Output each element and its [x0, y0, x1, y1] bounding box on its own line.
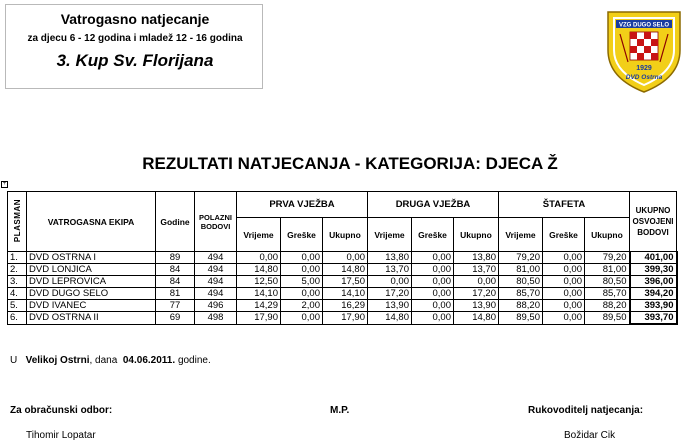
- cell-prva-greske: 0,00: [281, 252, 323, 264]
- place-city: Velikoj Ostrni: [25, 355, 90, 366]
- header-box: [5, 4, 263, 89]
- cell-stafeta-greske: 0,00: [543, 264, 585, 276]
- cell-stafeta-greske: 0,00: [543, 252, 585, 264]
- sub-greske: Greške: [281, 218, 323, 252]
- cell-godine: 84: [156, 276, 195, 288]
- cell-team: DVD LEPROVICA: [27, 276, 156, 288]
- place-mid: , dana: [89, 355, 118, 366]
- cell-polazni: 494: [195, 252, 237, 264]
- logo-checkerboard: [630, 32, 658, 60]
- cell-druga-vrijeme: 13,70: [368, 264, 412, 276]
- cell-prva-ukupno: 0,00: [323, 252, 368, 264]
- cell-godine: 89: [156, 252, 195, 264]
- report-title: REZULTATI NATJECANJA - KATEGORIJA: DJECA Ž: [142, 154, 558, 173]
- cell-godine: 84: [156, 264, 195, 276]
- cell-prva-vrijeme: 17,90: [237, 312, 281, 325]
- cell-prva-vrijeme: 14,80: [237, 264, 281, 276]
- cell-stafeta-greske: 0,00: [543, 312, 585, 325]
- cell-rank: 5.: [8, 300, 27, 312]
- cell-stafeta-vrijeme: 79,20: [499, 252, 543, 264]
- cell-polazni: 498: [195, 312, 237, 325]
- cell-prva-ukupno: 16,29: [323, 300, 368, 312]
- cell-druga-greske: 0,00: [412, 264, 454, 276]
- place-suffix: godine.: [177, 355, 211, 366]
- cell-druga-greske: 0,00: [412, 252, 454, 264]
- cell-prva-greske: 0,00: [281, 264, 323, 276]
- cell-druga-vrijeme: 13,80: [368, 252, 412, 264]
- table-row: [8, 264, 677, 276]
- cell-polazni: 496: [195, 300, 237, 312]
- cell-prva-ukupno: 14,80: [323, 264, 368, 276]
- sub-vrijeme: Vrijeme: [499, 218, 543, 252]
- place-date: 04.06.2011.: [122, 355, 176, 366]
- cell-rank: 6.: [8, 312, 27, 325]
- cell-rank: 4.: [8, 288, 27, 300]
- table-row: [8, 288, 677, 300]
- cell-stafeta-ukupno: 88,20: [585, 300, 630, 312]
- cell-total: 394,20: [630, 288, 677, 300]
- cell-prva-vrijeme: 14,10: [237, 288, 281, 300]
- cell-druga-vrijeme: 13,90: [368, 300, 412, 312]
- table-row: [8, 300, 677, 312]
- cell-stafeta-greske: 0,00: [543, 288, 585, 300]
- cell-rank: 1.: [8, 252, 27, 264]
- col-ukupno-bodovi: UKUPNO OSVOJENI BODOVI: [630, 192, 677, 252]
- cell-druga-greske: 0,00: [412, 288, 454, 300]
- cell-godine: 77: [156, 300, 195, 312]
- event-subtitle: za djecu 6 - 12 godina i mladež 12 - 16 godina: [27, 33, 243, 44]
- stamp-label: M.P.: [330, 405, 350, 416]
- cell-prva-vrijeme: 14,29: [237, 300, 281, 312]
- table-row: [8, 252, 677, 264]
- cell-druga-ukupno: 17,20: [454, 288, 499, 300]
- cup-name: 3. Kup Sv. Florijana: [56, 51, 214, 70]
- col-prva-vjezba: PRVA VJEŽBA: [237, 192, 368, 218]
- sub-ukupno: Ukupno: [323, 218, 368, 252]
- place-prefix: U: [10, 355, 18, 366]
- sub-greske: Greške: [412, 218, 454, 252]
- col-plasman: PLASMAN: [8, 192, 27, 252]
- cell-total: 393,90: [630, 300, 677, 312]
- cell-team: DVD IVANEC: [27, 300, 156, 312]
- cell-stafeta-ukupno: 79,20: [585, 252, 630, 264]
- col-godine: Godine: [156, 192, 195, 252]
- cell-druga-ukupno: 13,70: [454, 264, 499, 276]
- cell-polazni: 494: [195, 288, 237, 300]
- cell-stafeta-greske: 0,00: [543, 276, 585, 288]
- cell-stafeta-ukupno: 81,00: [585, 264, 630, 276]
- table-row: [8, 276, 677, 288]
- cell-polazni: 494: [195, 276, 237, 288]
- cell-druga-ukupno: 13,90: [454, 300, 499, 312]
- logo-bottom-text: DVD Ostrna: [625, 74, 663, 81]
- cell-druga-ukupno: 14,80: [454, 312, 499, 325]
- cell-stafeta-vrijeme: 85,70: [499, 288, 543, 300]
- cell-godine: 81: [156, 288, 195, 300]
- cell-team: DVD DUGO SELO: [27, 288, 156, 300]
- cell-stafeta-vrijeme: 80,50: [499, 276, 543, 288]
- place-date-line: [10, 355, 211, 366]
- cell-total: 401,00: [630, 252, 677, 264]
- table-anchor-marker: +: [2, 181, 7, 187]
- logo-top-text: VZG DUGO SELO: [618, 22, 670, 29]
- cell-stafeta-vrijeme: 89,50: [499, 312, 543, 325]
- cell-stafeta-ukupno: 80,50: [585, 276, 630, 288]
- cell-total: 396,00: [630, 276, 677, 288]
- cell-druga-greske: 0,00: [412, 300, 454, 312]
- sub-greske: Greške: [543, 218, 585, 252]
- sub-vrijeme: Vrijeme: [237, 218, 281, 252]
- cell-stafeta-ukupno: 89,50: [585, 312, 630, 325]
- cell-rank: 2.: [8, 264, 27, 276]
- cell-druga-greske: 0,00: [412, 276, 454, 288]
- cell-team: DVD LONJICA: [27, 264, 156, 276]
- cell-prva-greske: 0,00: [281, 312, 323, 325]
- sub-vrijeme: Vrijeme: [368, 218, 412, 252]
- results-table: [7, 191, 678, 325]
- cell-druga-greske: 0,00: [412, 312, 454, 325]
- cell-stafeta-vrijeme: 88,20: [499, 300, 543, 312]
- col-team: VATROGASNA EKIPA: [27, 192, 156, 252]
- logo-year: 1929: [636, 65, 652, 72]
- cell-team: DVD OSTRNA II: [27, 312, 156, 325]
- event-title: Vatrogasno natjecanje: [60, 11, 210, 27]
- cell-polazni: 494: [195, 264, 237, 276]
- col-druga-vjezba: DRUGA VJEŽBA: [368, 192, 499, 218]
- manager-label: Rukovoditelj natjecanja:: [528, 405, 644, 416]
- cell-stafeta-greske: 0,00: [543, 300, 585, 312]
- committee-name: Tihomir Lopatar: [26, 430, 96, 441]
- cell-rank: 3.: [8, 276, 27, 288]
- cell-prva-greske: 0,00: [281, 288, 323, 300]
- cell-prva-ukupno: 17,90: [323, 312, 368, 325]
- col-polazni: POLAZNI BODOVI: [195, 192, 237, 252]
- committee-label: Za obračunski odbor:: [10, 405, 113, 416]
- cell-prva-vrijeme: 0,00: [237, 252, 281, 264]
- sub-ukupno: Ukupno: [454, 218, 499, 252]
- cell-prva-greske: 2,00: [281, 300, 323, 312]
- cell-druga-vrijeme: 14,80: [368, 312, 412, 325]
- cell-godine: 69: [156, 312, 195, 325]
- table-header-row: [8, 192, 677, 218]
- cell-total: 399,30: [630, 264, 677, 276]
- cell-stafeta-ukupno: 85,70: [585, 288, 630, 300]
- cell-druga-ukupno: 13,80: [454, 252, 499, 264]
- cell-druga-vrijeme: 17,20: [368, 288, 412, 300]
- cell-team: DVD OSTRNA I: [27, 252, 156, 264]
- table-row: [8, 312, 677, 325]
- fire-brigade-logo: [604, 6, 684, 94]
- cell-prva-ukupno: 17,50: [323, 276, 368, 288]
- col-stafeta: ŠTAFETA: [499, 192, 630, 218]
- cell-prva-vrijeme: 12,50: [237, 276, 281, 288]
- cell-total: 393,70: [630, 312, 677, 325]
- cell-prva-ukupno: 14,10: [323, 288, 368, 300]
- cell-druga-ukupno: 0,00: [454, 276, 499, 288]
- sub-ukupno: Ukupno: [585, 218, 630, 252]
- cell-prva-greske: 5,00: [281, 276, 323, 288]
- manager-name: Božidar Cik: [564, 430, 616, 441]
- cell-stafeta-vrijeme: 81,00: [499, 264, 543, 276]
- cell-druga-vrijeme: 0,00: [368, 276, 412, 288]
